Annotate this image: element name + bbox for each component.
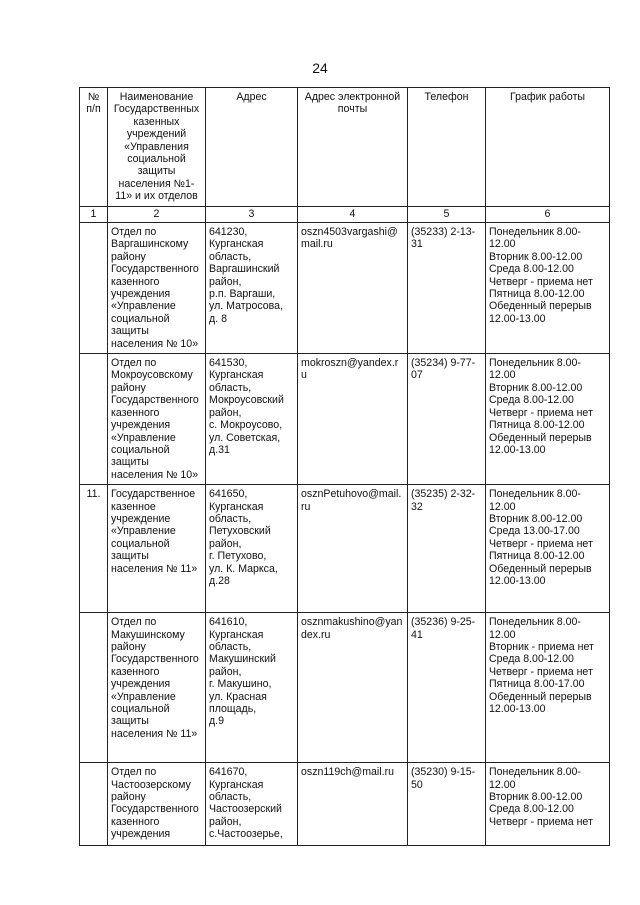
- schedule-line: Понедельник 8.00-12.00: [489, 766, 581, 791]
- schedule-line: Четверг - приема нет: [489, 406, 593, 419]
- column-number: 2: [108, 207, 206, 223]
- row-number: [80, 763, 108, 846]
- schedule-line: Понедельник 8.00-12.00: [489, 616, 581, 641]
- schedule-line: Обеденный перерыв 12.00-13.00: [489, 690, 592, 715]
- table-body: [80, 223, 610, 846]
- schedule-line: Среда 8.00-12.00: [489, 653, 574, 666]
- address-line: ул. К. Маркса, д.28: [209, 562, 278, 587]
- schedule-line: Четверг - приема нет: [489, 815, 593, 828]
- row-number: [80, 354, 108, 485]
- row-number: [80, 223, 108, 354]
- schedule-line: Пятница 8.00-12.00: [489, 419, 585, 432]
- address-line: Мокроусовский район,: [209, 394, 284, 419]
- address-line: 641530,: [209, 357, 248, 370]
- address-line: Курганская область,: [209, 369, 264, 394]
- institution-address: [206, 613, 298, 763]
- institution-email: oszn4503vargashi@mail.ru: [298, 223, 408, 354]
- column-number: 1: [80, 207, 108, 223]
- schedule-line: Четверг - приема нет: [489, 275, 593, 288]
- schedule-line: Среда 8.00-12.00: [489, 803, 574, 816]
- address-line: Макушинский район,: [209, 653, 276, 678]
- address-line: Курганская область,: [209, 778, 264, 803]
- schedule-line: Пятница 8.00-12.00: [489, 550, 585, 563]
- header-address: Адрес: [206, 88, 298, 207]
- institution-name: Государственное казенное учреждение «Управление социальной защиты населения № 11»: [108, 485, 206, 613]
- address-line: ул. Красная площадь,: [209, 690, 267, 715]
- column-number: 5: [408, 207, 486, 223]
- schedule-line: Четверг - приема нет: [489, 537, 593, 550]
- address-line: г. Макушино,: [209, 678, 272, 691]
- address-line: Курганская область,: [209, 238, 264, 263]
- address-line: 641610,: [209, 616, 248, 629]
- column-number: 4: [298, 207, 408, 223]
- row-number: 11.: [80, 485, 108, 613]
- header-schedule: График работы: [486, 88, 610, 207]
- institution-email: oszn119ch@mail.ru: [298, 763, 408, 846]
- schedule-line: Вторник 8.00-12.00: [489, 790, 583, 803]
- work-schedule: [486, 223, 610, 354]
- schedule-line: Пятница 8.00-17.00: [489, 678, 585, 691]
- institution-email: osznPetuhovo@mail.ru: [298, 485, 408, 613]
- address-line: Петуховский район,: [209, 525, 271, 550]
- table-row: [80, 223, 610, 354]
- work-schedule: [486, 354, 610, 485]
- header-email: Адрес электронной почты: [298, 88, 408, 207]
- schedule-line: Вторник 8.00-12.00: [489, 250, 583, 263]
- institution-phone: (35234) 9-77-07: [408, 354, 486, 485]
- work-schedule: [486, 485, 610, 613]
- institution-phone: (35233) 2-13-31: [408, 223, 486, 354]
- schedule-line: Вторник 8.00-12.00: [489, 381, 583, 394]
- institutions-table: [79, 87, 610, 846]
- schedule-line: Обеденный перерыв 12.00-13.00: [489, 562, 592, 587]
- institution-phone: (35230) 9-15-50: [408, 763, 486, 846]
- address-line: 641670,: [209, 766, 248, 779]
- address-line: с.Частоозерье,: [209, 828, 283, 841]
- institution-address: [206, 354, 298, 485]
- institution-address: [206, 763, 298, 846]
- schedule-line: Обеденный перерыв 12.00-13.00: [489, 431, 592, 456]
- work-schedule: [486, 613, 610, 763]
- schedule-line: Вторник 8.00-12.00: [489, 512, 583, 525]
- column-number: 6: [486, 207, 610, 223]
- schedule-line: Среда 8.00-12.00: [489, 394, 574, 407]
- address-line: Курганская область,: [209, 500, 264, 525]
- schedule-line: Вторник - приема нет: [489, 640, 594, 653]
- institution-name: Отдел по Макушинскому району Государственного казенного учреждения «Управление социальной защиты населения № 11»: [108, 613, 206, 763]
- institution-address: [206, 223, 298, 354]
- column-number: 3: [206, 207, 298, 223]
- schedule-line: Четверг - приема нет: [489, 665, 593, 678]
- address-line: Курганская область,: [209, 628, 264, 653]
- institution-name: Отдел по Частоозерскому району Государственного казенного учреждения: [108, 763, 206, 846]
- address-line: 641650,: [209, 488, 248, 501]
- address-line: д.9: [209, 715, 225, 728]
- work-schedule: [486, 763, 610, 846]
- institution-address: [206, 485, 298, 613]
- address-line: с. Мокроусово,: [209, 419, 283, 432]
- institution-phone: (35236) 9-25-41: [408, 613, 486, 763]
- schedule-line: Понедельник 8.00-12.00: [489, 226, 581, 251]
- row-number: [80, 613, 108, 763]
- schedule-line: Среда 13.00-17.00: [489, 525, 580, 538]
- column-number-row: [80, 207, 610, 223]
- header-name: Наименование Государственных казенных учреждений «Управления социальной защиты населения №1-11» и их отделов: [108, 88, 206, 207]
- address-line: г. Петухово,: [209, 550, 267, 563]
- schedule-line: Понедельник 8.00-12.00: [489, 357, 581, 382]
- table-row: [80, 485, 610, 613]
- page-number: 24: [312, 60, 328, 76]
- schedule-line: Среда 8.00-12.00: [489, 263, 574, 276]
- schedule-line: Пятница 8.00-12.00: [489, 288, 585, 301]
- institution-email: osznmakushino@yandex.ru: [298, 613, 408, 763]
- table-row: [80, 763, 610, 846]
- address-line: р.п. Варгаши,: [209, 288, 276, 301]
- address-line: ул. Матросова, д. 8: [209, 300, 284, 325]
- address-line: ул. Советская, д.31: [209, 431, 281, 456]
- header-row: [80, 88, 610, 207]
- schedule-line: Понедельник 8.00-12.00: [489, 488, 581, 513]
- address-line: 641230,: [209, 226, 248, 238]
- header-phone: Телефон: [408, 88, 486, 207]
- header-num: № п/п: [80, 88, 108, 207]
- table-row: [80, 354, 610, 485]
- schedule-line: Обеденный перерыв 12.00-13.00: [489, 300, 592, 325]
- address-line: Частоозерский район,: [209, 803, 282, 828]
- institution-email: mokroszn@yandex.ru: [298, 354, 408, 485]
- institution-name: Отдел по Варгашинскому району Государственного казенного учреждения «Управление социальной защиты населения № 10»: [108, 223, 206, 354]
- table-row: [80, 613, 610, 763]
- address-line: Варгашинский район,: [209, 263, 280, 288]
- institution-phone: (35235) 2-32-32: [408, 485, 486, 613]
- institution-name: Отдел по Мокроусовскому району Государственного казенного учреждения «Управление социальной защиты населения № 10»: [108, 354, 206, 485]
